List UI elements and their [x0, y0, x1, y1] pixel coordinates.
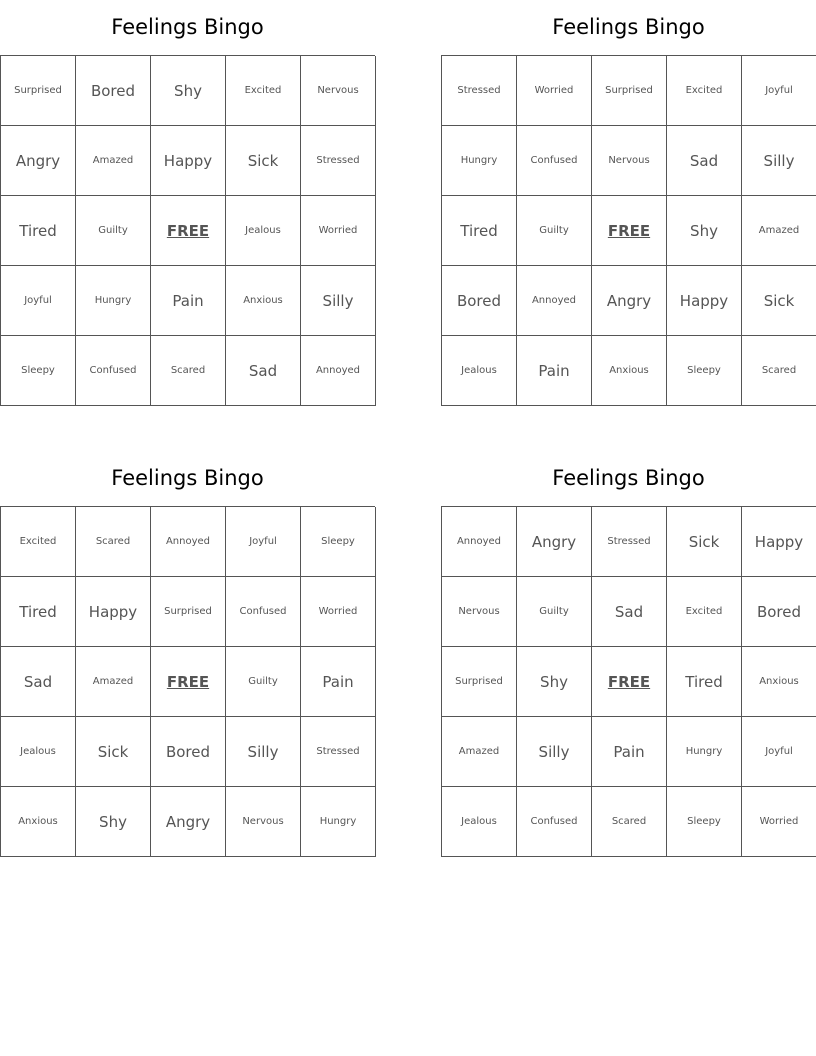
bingo-cell: Guilty: [226, 647, 301, 717]
bingo-cell: Bored: [742, 577, 816, 647]
bingo-cell: Excited: [1, 507, 76, 577]
bingo-cell: Pain: [592, 717, 667, 787]
bingo-cell: Tired: [667, 647, 742, 717]
bingo-cell: Worried: [742, 787, 816, 857]
bingo-cell: Tired: [1, 196, 76, 266]
bingo-cell: Stressed: [301, 126, 376, 196]
bingo-cell: Angry: [1, 126, 76, 196]
bingo-cell: Hungry: [442, 126, 517, 196]
bingo-cell: Scared: [592, 787, 667, 857]
card-title: Feelings Bingo: [552, 15, 705, 39]
bingo-cell: Jealous: [442, 787, 517, 857]
bingo-cell: Jealous: [442, 336, 517, 406]
bingo-cell: Joyful: [1, 266, 76, 336]
bingo-cell: Sad: [1, 647, 76, 717]
bingo-cell: Angry: [517, 507, 592, 577]
bingo-cell: Shy: [151, 56, 226, 126]
bingo-cell: Anxious: [226, 266, 301, 336]
bingo-cell: Sleepy: [667, 787, 742, 857]
bingo-grid: [441, 55, 816, 406]
bingo-grid: [441, 506, 816, 857]
bingo-cell: Confused: [517, 787, 592, 857]
bingo-cell: Happy: [742, 507, 816, 577]
bingo-cell: Amazed: [76, 126, 151, 196]
bingo-cell: Silly: [517, 717, 592, 787]
bingo-cell: Surprised: [592, 56, 667, 126]
bingo-cell: Happy: [76, 577, 151, 647]
bingo-cell: Shy: [76, 787, 151, 857]
bingo-cell: Bored: [151, 717, 226, 787]
bingo-cell: Pain: [517, 336, 592, 406]
bingo-cell: Worried: [301, 577, 376, 647]
card-title: Feelings Bingo: [111, 15, 264, 39]
bingo-cell: Confused: [226, 577, 301, 647]
bingo-cell: Sick: [226, 126, 301, 196]
bingo-cell: Silly: [742, 126, 816, 196]
bingo-cell: Amazed: [442, 717, 517, 787]
bingo-cell: Confused: [517, 126, 592, 196]
bingo-cell: Worried: [301, 196, 376, 266]
bingo-cell: Hungry: [76, 266, 151, 336]
bingo-cell: Annoyed: [442, 507, 517, 577]
card-title: Feelings Bingo: [552, 466, 705, 490]
bingo-cell: Joyful: [226, 507, 301, 577]
bingo-cell: Amazed: [76, 647, 151, 717]
bingo-cell: Joyful: [742, 717, 816, 787]
bingo-cell: Happy: [667, 266, 742, 336]
bingo-grid: [0, 506, 375, 857]
bingo-cell: Stressed: [301, 717, 376, 787]
bingo-cell: Nervous: [226, 787, 301, 857]
free-space-cell: FREE: [592, 647, 667, 717]
bingo-cell: Stressed: [442, 56, 517, 126]
bingo-cell: Hungry: [667, 717, 742, 787]
card-title: Feelings Bingo: [111, 466, 264, 490]
bingo-cell: Surprised: [1, 56, 76, 126]
bingo-cell: Scared: [151, 336, 226, 406]
bingo-cell: Bored: [76, 56, 151, 126]
bingo-cell: Silly: [301, 266, 376, 336]
bingo-cell: Annoyed: [517, 266, 592, 336]
bingo-cell: Sick: [742, 266, 816, 336]
bingo-cell: Happy: [151, 126, 226, 196]
bingo-cell: Sleepy: [667, 336, 742, 406]
bingo-cell: Anxious: [1, 787, 76, 857]
bingo-cell: Annoyed: [151, 507, 226, 577]
bingo-cell: Surprised: [442, 647, 517, 717]
bingo-cell: Tired: [442, 196, 517, 266]
bingo-cell: Silly: [226, 717, 301, 787]
bingo-cell: Jealous: [1, 717, 76, 787]
bingo-cell: Guilty: [517, 577, 592, 647]
bingo-cell: Anxious: [742, 647, 816, 717]
bingo-cell: Scared: [742, 336, 816, 406]
bingo-cell: Sad: [667, 126, 742, 196]
bingo-cell: Stressed: [592, 507, 667, 577]
bingo-cell: Sick: [667, 507, 742, 577]
bingo-cell: Scared: [76, 507, 151, 577]
bingo-cell: Anxious: [592, 336, 667, 406]
bingo-cell: Amazed: [742, 196, 816, 266]
bingo-cell: Annoyed: [301, 336, 376, 406]
bingo-cell: Sad: [592, 577, 667, 647]
bingo-cell: Sleepy: [301, 507, 376, 577]
bingo-cell: Shy: [517, 647, 592, 717]
bingo-cell: Shy: [667, 196, 742, 266]
bingo-cell: Pain: [301, 647, 376, 717]
bingo-cell: Worried: [517, 56, 592, 126]
bingo-cell: Tired: [1, 577, 76, 647]
bingo-cell: Surprised: [151, 577, 226, 647]
bingo-cell: Sick: [76, 717, 151, 787]
bingo-cell: Angry: [592, 266, 667, 336]
bingo-cell: Sleepy: [1, 336, 76, 406]
bingo-cell: Excited: [667, 577, 742, 647]
bingo-cell: Confused: [76, 336, 151, 406]
bingo-cell: Joyful: [742, 56, 816, 126]
bingo-grid: [0, 55, 375, 406]
bingo-cell: Guilty: [517, 196, 592, 266]
bingo-cell: Guilty: [76, 196, 151, 266]
bingo-cell: Jealous: [226, 196, 301, 266]
bingo-cell: Sad: [226, 336, 301, 406]
bingo-cell: Nervous: [592, 126, 667, 196]
free-space-cell: FREE: [151, 647, 226, 717]
free-space-cell: FREE: [151, 196, 226, 266]
bingo-cell: Excited: [226, 56, 301, 126]
bingo-cell: Bored: [442, 266, 517, 336]
bingo-cell: Nervous: [301, 56, 376, 126]
bingo-cell: Excited: [667, 56, 742, 126]
bingo-cell: Nervous: [442, 577, 517, 647]
bingo-cell: Pain: [151, 266, 226, 336]
free-space-cell: FREE: [592, 196, 667, 266]
bingo-cell: Hungry: [301, 787, 376, 857]
bingo-cell: Angry: [151, 787, 226, 857]
